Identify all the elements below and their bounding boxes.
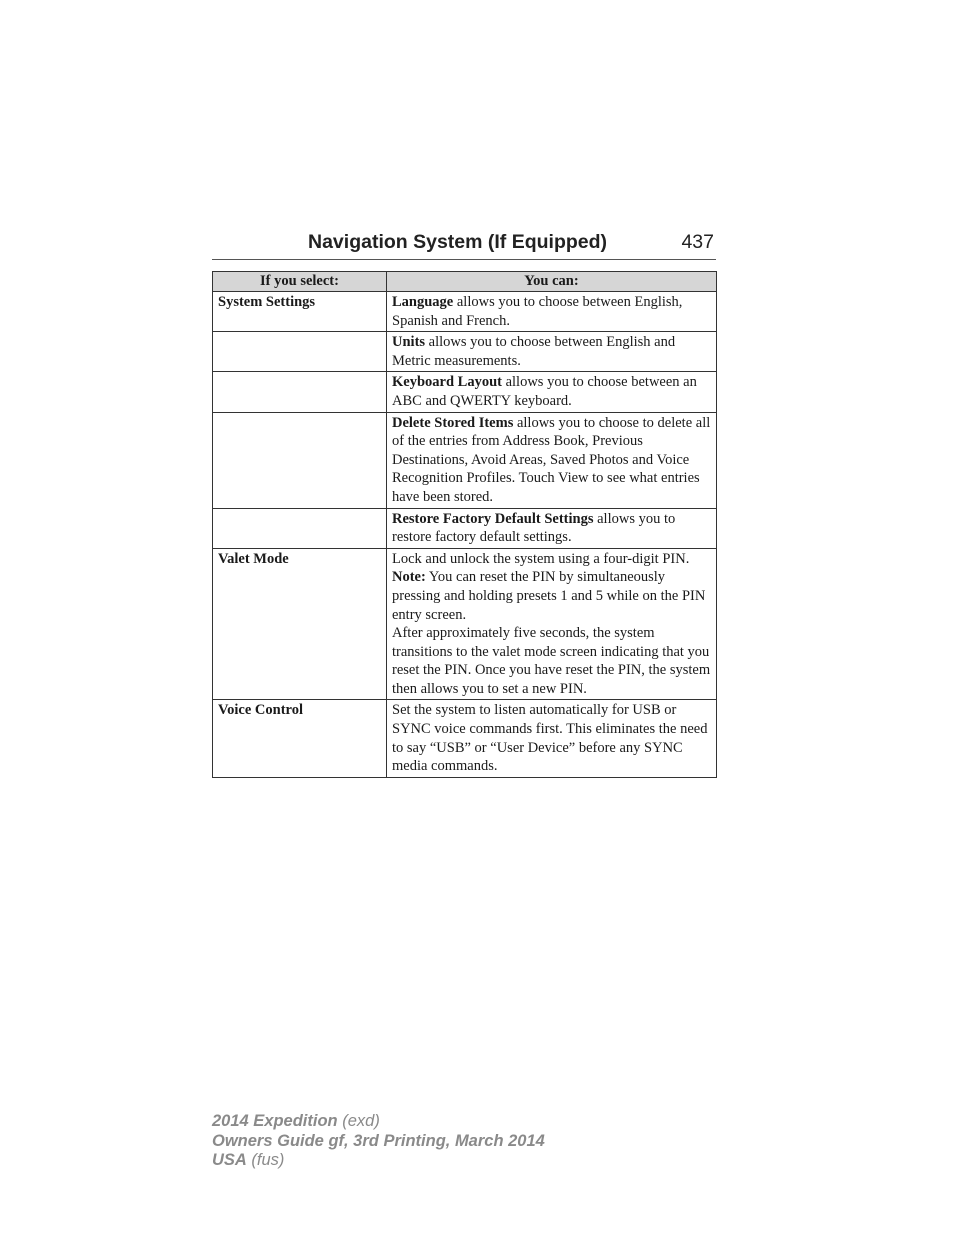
empty-cell — [213, 332, 387, 372]
col-header-select: If you select: — [213, 272, 387, 292]
cell-voice-control: Set the system to listen automatically for USB or SYNC voice commands first. This eliminates the need to say “USB” or “User Device” before any SYNC media commands. — [387, 700, 717, 777]
table-row — [213, 372, 717, 412]
table-row — [213, 548, 717, 700]
table-row — [213, 700, 717, 777]
empty-cell — [213, 412, 387, 508]
cell-language — [387, 292, 717, 332]
footer-line-3 — [212, 1151, 545, 1171]
footer-model: 2014 Expedition — [212, 1112, 338, 1130]
term-delete-stored-items: Delete Stored Items — [392, 414, 514, 431]
footer-model-code: (exd) — [337, 1112, 380, 1130]
table-header-row — [213, 272, 717, 292]
desc-keyboard-layout: allows you to choose between an ABC and QWERTY keyboard. — [392, 374, 697, 409]
col-header-can: You can: — [387, 272, 717, 292]
desc-language: allows you to choose between English, Spanish and French. — [392, 294, 683, 329]
term-language: Language — [392, 294, 454, 310]
footer-line-2: Owners Guide gf, 3rd Printing, March 2014 — [212, 1131, 545, 1150]
valet-line-3: After approximately five seconds, the system transitions to the valet mode screen indicating that you reset the PIN. Once you have reset the PIN, the system then allows you to set a new PIN. — [392, 625, 711, 697]
desc-restore-defaults: allows you to restore factory default settings. — [392, 510, 676, 546]
row-label-valet-mode: Valet Mode — [213, 548, 387, 700]
page-header — [212, 229, 716, 260]
term-units: Units — [392, 334, 426, 351]
page-footer — [212, 1112, 545, 1171]
note-text: You can reset the PIN by simultaneously pressing and holding presets 1 and 5 while on the PIN entry screen. — [392, 569, 706, 623]
cell-keyboard-layout — [387, 372, 717, 412]
term-restore-defaults: Restore Factory Default Settings — [392, 510, 594, 527]
footer-market-code: (fus) — [246, 1151, 285, 1169]
footer-market: USA — [212, 1151, 247, 1169]
empty-cell — [213, 372, 387, 412]
table-row — [213, 412, 717, 508]
page-title: Navigation System (If Equipped) — [308, 231, 608, 253]
table-row — [213, 292, 717, 332]
page-number: 437 — [681, 231, 714, 253]
cell-delete-stored-items — [387, 412, 717, 508]
valet-note — [392, 568, 711, 624]
desc-delete-stored-items: allows you to choose to delete all of the entries from Address Book, Previous Destinations, Avoid Areas, Saved Photos and Voice Recognition Profiles. Touch View to see what entries have been stored. — [392, 414, 711, 505]
footer-line-1 — [212, 1112, 545, 1132]
table-row — [213, 508, 717, 548]
cell-valet-mode — [387, 548, 717, 700]
empty-cell — [213, 508, 387, 548]
cell-restore-defaults — [387, 508, 717, 548]
desc-units: allows you to choose between English and Metric measurements. — [392, 334, 676, 369]
row-label-system-settings: System Settings — [213, 292, 387, 332]
term-keyboard-layout: Keyboard Layout — [392, 374, 502, 391]
row-label-voice-control: Voice Control — [213, 700, 387, 777]
note-label: Note: — [392, 569, 426, 586]
table-row — [213, 332, 717, 372]
cell-units — [387, 332, 717, 372]
settings-table — [212, 271, 717, 778]
valet-line-1: Lock and unlock the system using a four-digit PIN. — [392, 550, 690, 567]
